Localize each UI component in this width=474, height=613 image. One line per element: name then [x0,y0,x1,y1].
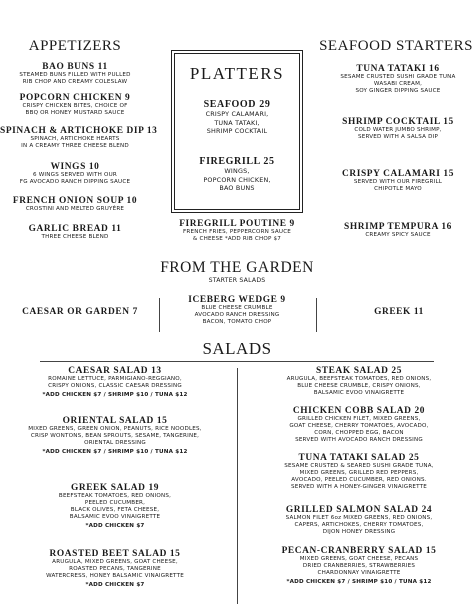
salad-item [0,549,230,589]
item-desc: DRIED CRANBERRIES, STRAWBERRIES [302,563,416,569]
item-desc: CRISP WONTONS, BEAN SPROUTS, SESAME, TANGERINE, [30,433,200,439]
item-desc: ROASTED PECANS, TANGERINE [69,566,161,572]
item-desc: BBQ OR HONEY MUSTARD SAUCE [25,110,125,116]
item-name: FIREGRILL 25 [199,156,275,167]
item-desc: BEEFSTEAK TOMATOES, RED ONIONS, [58,493,172,499]
salads-divider [40,361,434,362]
appetizers-heading: APPETIZERS [28,38,122,54]
item-desc: ARUGULA, BEEFSTEAK TOMATOES, RED ONIONS, [286,376,432,382]
item-desc: COLD WATER JUMBO SHRIMP, [354,127,442,133]
item-desc: BLACK OLIVES, FETA CHEESE, [70,507,160,513]
item-addons: *ADD CHICKEN $7 / SHRIMP $10 / TUNA $12 [42,392,188,398]
platter-item [171,156,303,193]
salad-item [0,416,230,456]
item-desc: BALSAMIC EVOO VINAIGRETTE [313,390,405,396]
platter-item [171,99,303,136]
garden-center-item [162,295,312,326]
item-desc: BALSAMIC EVOO VINAIGRETTE [69,514,161,520]
item-addons: *ADD CHICKEN $7 [85,523,145,529]
item-desc: & CHEESE *ADD RIB CHOP $7 [192,236,282,242]
item-desc: BLUE CHEESE CRUMBLE, CRISPY ONIONS, [297,383,421,389]
item-desc: CRISPY ONIONS, CLASSIC CAESAR DRESSING [48,383,182,389]
garden-right-item: GREEK 11 [374,307,424,317]
item-name: SPINACH & ARTICHOKE DIP 13 [0,126,158,136]
item-desc: FG AVOCADO RANCH DIPPING SAUCE [19,179,131,185]
item-name: FIREGRILL POUTINE 9 [179,219,295,229]
item-addons: *ADD CHICKEN $7 / SHRIMP $10 / TUNA $12 [286,579,432,585]
item-desc: STEAMED BUNS FILLED WITH PULLED [19,72,131,78]
item-desc: GOAT CHEESE, CHERRY TOMATOES, AVOCADO, [289,423,429,429]
item-desc: MIXED GREENS, GRILLED RED PEPPERS, [299,470,419,476]
item-name: TUNA TATAKI SALAD 25 [298,453,420,463]
item-desc: WINGS, [224,167,250,175]
item-desc: WASABI CREAM, [373,81,423,87]
item-desc: FRENCH FRIES, PEPPERCORN SAUCE [182,229,292,235]
item-name: GREEK SALAD 19 [70,483,160,493]
salad-item [244,406,474,444]
appetizer-item [0,126,158,150]
item-desc: CRISPY CALAMARI, [205,110,269,118]
item-name: POPCORN CHICKEN 9 [19,93,131,103]
seafood-item [322,117,474,141]
item-desc: AVOCADO, PEELED CUCUMBER, RED ONIONS. [291,477,427,483]
item-desc: SESAME CRUSTED & SEARED SUSHI GRADE TUNA, [284,463,434,469]
salad-item [244,453,474,491]
garden-left-item: CAESAR OR GARDEN 7 [22,307,138,317]
item-desc: MIXED GREENS, GOAT CHEESE, PECANS [299,556,419,562]
salad-item [244,546,474,586]
item-desc: CHARDONNAY VINAIGRETTE [317,570,401,576]
item-name: CRISPY CALAMARI 15 [341,169,454,179]
appetizer-item [0,162,150,186]
item-desc: BAO BUNS [219,184,255,192]
poutine-item [162,219,312,243]
item-desc: SERVED WITH OUR FIREGRILL [353,179,443,185]
item-name: STEAK SALAD 25 [315,366,403,376]
item-desc: ARUGULA, MIXED GREENS, GOAT CHEESE, [52,559,178,565]
seafood-item [322,222,474,239]
item-desc: IN A CREAMY THREE CHEESE BLEND [21,143,129,149]
divider-vertical [159,298,160,332]
salads-heading: SALADS [202,339,272,358]
item-name: SHRIMP COCKTAIL 15 [342,117,454,127]
appetizer-item [0,224,150,241]
appetizer-item [0,196,150,213]
item-desc: GRILLED CHICKEN FILET, MIXED GREENS, [297,416,421,422]
salad-item [244,366,474,397]
platters-heading: PLATTERS [189,64,285,83]
item-desc: CORN, CHOPPED EGG, BACON [314,430,404,436]
item-desc: MIXED GREENS, GREEN ONION, PEANUTS, RICE NOODLES, [28,426,202,432]
item-name: ORIENTAL SALAD 15 [62,416,168,426]
item-desc: TUNA TATAKI, [214,118,260,127]
seafood-item [322,64,474,95]
item-addons: *ADD CHICKEN $7 [85,582,145,588]
item-name: TUNA TATAKI 16 [356,64,440,74]
item-desc: SALMON FILET 6oz MIXED GREENS, RED ONIONS, [285,515,433,521]
item-desc: SERVED WITH AVOCADO RANCH DRESSING [295,437,423,443]
item-desc: RIB CHOP AND CREAMY COLESLAW [22,79,128,85]
item-desc: AVOCADO RANCH DRESSING [194,312,280,318]
item-desc: SERVED WITH A SALSA DIP [357,134,439,140]
garden-subtitle: STARTER SALADS [208,277,266,284]
appetizer-item [0,62,150,86]
item-desc: ORIENTAL DRESSING [84,440,146,446]
item-name: CAESAR SALAD 13 [68,366,162,376]
item-name: GARLIC BREAD 11 [28,224,122,234]
item-name: SEAFOOD 29 [203,99,271,110]
item-desc: WATERCRESS, HONEY BALSAMIC VINAIGRETTE [46,573,184,579]
salad-item [244,505,474,536]
item-desc: SERVED WITH A HONEY-GINGER VINAIGRETTE [290,484,428,490]
salad-item [0,366,230,399]
divider-vertical [316,298,317,332]
item-desc: CAPERS, ARTICHOKES, CHERRY TOMATOES, [294,522,424,528]
item-desc: POPCORN CHICKEN, [203,175,271,184]
item-name: SHRIMP TEMPURA 16 [344,222,452,232]
item-name: CHICKEN COBB SALAD 20 [292,406,426,416]
item-desc: THREE CHEESE BLEND [41,234,109,240]
item-name: BAO BUNS 11 [42,62,108,72]
item-desc: CHIPOTLE MAYO [374,186,422,192]
item-desc: SOY GINGER DIPPING SAUCE [355,88,441,94]
salads-column-divider [237,368,238,604]
item-desc: PEELED CUCUMBER, [84,500,146,506]
item-desc: ROMAINE LETTUCE, PARMIGIANO-REGGIANO, [48,376,182,382]
item-name: ROASTED BEET SALAD 15 [49,549,181,559]
appetizer-item [0,93,150,117]
garden-heading: FROM THE GARDEN [160,259,314,276]
item-name: GRILLED SALMON SALAD 24 [285,505,433,515]
item-desc: BLUE CHEESE CRUMBLE [201,305,273,311]
item-desc: DIJON HONEY DRESSING [322,529,396,535]
item-name: PECAN-CRANBERRY SALAD 15 [281,546,437,556]
seafood-heading: SEAFOOD STARTERS [319,38,473,54]
item-desc: CROSTINI AND MELTED GRUYÈRE [25,206,125,212]
item-desc: CRISPY CHICKEN BITES, CHOICE OF [22,103,128,109]
item-desc: SESAME CRUSTED SUSHI GRADE TUNA [340,74,456,80]
item-desc: SPINACH, ARTICHOKE HEARTS [30,136,120,142]
item-desc: 6 WINGS SERVED WITH OUR [32,172,118,178]
item-name: WINGS 10 [50,162,100,172]
salad-item [0,483,230,530]
item-desc: SHRIMP COCKTAIL [206,127,268,135]
item-addons: *ADD CHICKEN $7 / SHRIMP $10 / TUNA $12 [42,449,188,455]
seafood-item [322,169,474,193]
item-desc: BACON, TOMATO CHOP [202,319,272,325]
item-name: FRENCH ONION SOUP 10 [12,196,138,206]
item-desc: CREAMY SPICY SAUCE [365,232,431,238]
item-name: ICEBERG WEDGE 9 [188,295,286,305]
